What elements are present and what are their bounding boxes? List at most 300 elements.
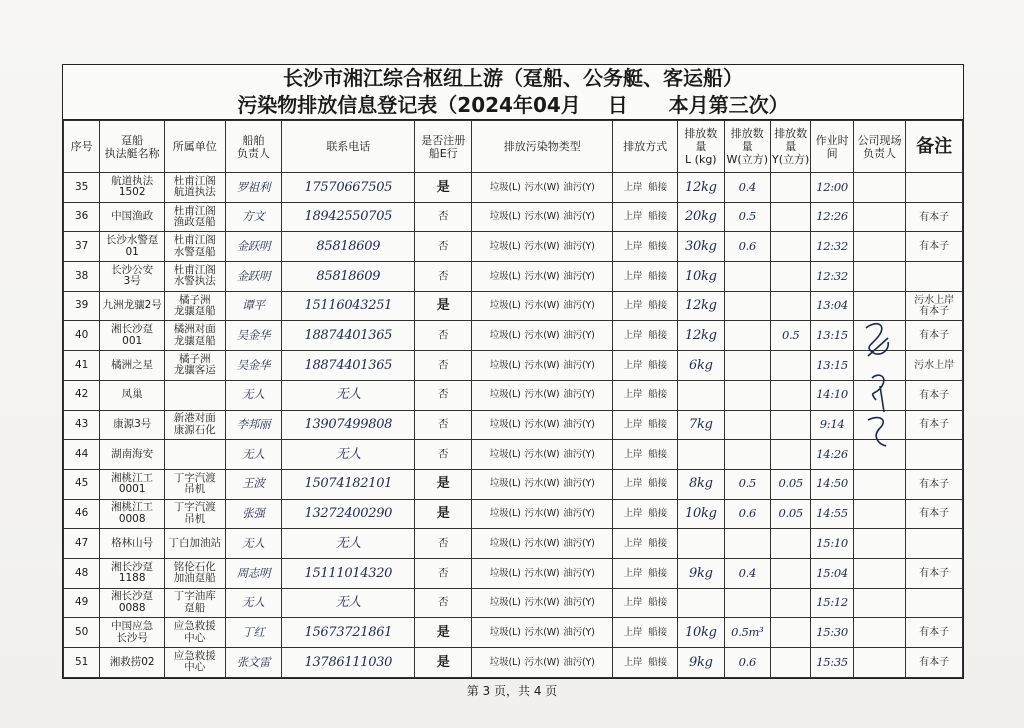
- cell-ship-name: 湘长沙趸 0088: [100, 588, 165, 618]
- cell-qty-l: 10kg: [678, 262, 724, 292]
- cell-remark: [906, 440, 963, 470]
- header-owner: 船舶 负责人: [225, 121, 282, 173]
- cell-method: [613, 499, 678, 529]
- table-row: [64, 380, 963, 410]
- cell-remark: [906, 588, 963, 618]
- cell-onsite: [853, 499, 906, 529]
- cell-owner: 谭平: [225, 291, 282, 321]
- cell-method: [613, 440, 678, 470]
- cell-types: [472, 173, 613, 203]
- cell-seq: 38: [64, 262, 100, 292]
- header-types: 排放污染物类型: [472, 121, 613, 173]
- option-garbage: 垃圾(L): [489, 597, 521, 609]
- cell-unit: 杜甫江阁 水警执法: [165, 262, 226, 292]
- cell-ship-name: 湖南海安: [100, 440, 165, 470]
- option-garbage: 垃圾(L): [489, 478, 521, 490]
- cell-qty-w: [724, 380, 770, 410]
- option-sewage: 污水(W): [524, 330, 560, 342]
- cell-method: [613, 202, 678, 232]
- cell-qty-l: [678, 380, 724, 410]
- cell-phone: 15074182101: [282, 469, 415, 499]
- cell-qty-w: [724, 291, 770, 321]
- cell-registered: 否: [415, 380, 472, 410]
- registration-table: [63, 120, 963, 678]
- cell-phone: 13272400290: [282, 499, 415, 529]
- option-sewage: 污水(W): [524, 211, 560, 223]
- table-row: [64, 499, 963, 529]
- cell-owner: 张文雷: [225, 648, 282, 678]
- cell-method: [613, 410, 678, 440]
- option-shore: 上岸: [623, 181, 643, 193]
- option-sewage: 污水(W): [524, 448, 560, 460]
- cell-qty-y: [771, 588, 811, 618]
- cell-owner: 金跃明: [225, 262, 282, 292]
- cell-time: 15:35: [811, 648, 853, 678]
- cell-qty-y: [771, 262, 811, 292]
- cell-phone: 无人: [282, 529, 415, 559]
- cell-qty-l: 12kg: [678, 321, 724, 351]
- cell-qty-l: 9kg: [678, 558, 724, 588]
- cell-qty-y: [771, 440, 811, 470]
- option-ship: 船接: [648, 508, 667, 520]
- option-ship: 船接: [648, 567, 667, 579]
- option-ship: 船接: [648, 181, 667, 193]
- cell-qty-l: 30kg: [678, 232, 724, 262]
- option-oil: 油污(Y): [563, 448, 595, 460]
- cell-ship-name: 康源3号: [100, 410, 165, 440]
- option-shore: 上岸: [623, 597, 643, 609]
- cell-seq: 39: [64, 291, 100, 321]
- cell-qty-l: [678, 529, 724, 559]
- option-shore: 上岸: [623, 270, 643, 282]
- option-sewage: 污水(W): [524, 626, 560, 638]
- cell-time: 12:00: [811, 173, 853, 203]
- cell-qty-y: [771, 618, 811, 648]
- cell-owner: 李邦丽: [225, 410, 282, 440]
- option-garbage: 垃圾(L): [489, 270, 521, 282]
- option-ship: 船接: [648, 419, 667, 431]
- option-ship: 船接: [648, 626, 667, 638]
- option-oil: 油污(Y): [563, 300, 595, 312]
- cell-time: 14:26: [811, 440, 853, 470]
- option-ship: 船接: [648, 656, 667, 668]
- cell-onsite: [853, 648, 906, 678]
- cell-ship-name: 中国渔政: [100, 202, 165, 232]
- cell-seq: 45: [64, 469, 100, 499]
- option-sewage: 污水(W): [524, 537, 560, 549]
- cell-types: [472, 410, 613, 440]
- cell-method: [613, 351, 678, 381]
- option-oil: 油污(Y): [563, 330, 595, 342]
- option-sewage: 污水(W): [524, 359, 560, 371]
- header-qty-y: 排放数量 Y(立方): [771, 121, 811, 173]
- cell-types: [472, 529, 613, 559]
- cell-method: [613, 588, 678, 618]
- cell-ship-name: 湘长沙趸001: [100, 321, 165, 351]
- cell-qty-y: [771, 202, 811, 232]
- cell-phone: 15116043251: [282, 291, 415, 321]
- cell-onsite: [853, 202, 906, 232]
- cell-qty-y: 0.05: [771, 499, 811, 529]
- cell-seq: 42: [64, 380, 100, 410]
- table-row: [64, 351, 963, 381]
- cell-ship-name: 湘桃江工 0001: [100, 469, 165, 499]
- cell-seq: 46: [64, 499, 100, 529]
- cell-qty-y: [771, 232, 811, 262]
- option-sewage: 污水(W): [524, 597, 560, 609]
- cell-unit: 丁白加油站: [165, 529, 226, 559]
- option-sewage: 污水(W): [524, 389, 560, 401]
- cell-registered: 是: [415, 173, 472, 203]
- cell-method: [613, 173, 678, 203]
- cell-registered: 否: [415, 262, 472, 292]
- cell-types: [472, 202, 613, 232]
- table-row: [64, 202, 963, 232]
- cell-time: 15:12: [811, 588, 853, 618]
- cell-owner: 金跃明: [225, 232, 282, 262]
- cell-types: [472, 291, 613, 321]
- cell-qty-w: [724, 321, 770, 351]
- option-shore: 上岸: [623, 211, 643, 223]
- option-ship: 船接: [648, 300, 667, 312]
- cell-remark: 有本子: [906, 469, 963, 499]
- cell-phone: 18874401365: [282, 321, 415, 351]
- option-ship: 船接: [648, 330, 667, 342]
- option-oil: 油污(Y): [563, 626, 595, 638]
- option-sewage: 污水(W): [524, 478, 560, 490]
- cell-registered: 否: [415, 351, 472, 381]
- table-row: [64, 558, 963, 588]
- cell-onsite: [853, 321, 906, 351]
- cell-qty-w: 0.5: [724, 202, 770, 232]
- cell-qty-w: 0.5: [724, 469, 770, 499]
- header-onsite: 公司现场负责人: [853, 121, 906, 173]
- option-garbage: 垃圾(L): [489, 419, 521, 431]
- cell-time: 9:14: [811, 410, 853, 440]
- cell-phone: 85818609: [282, 262, 415, 292]
- option-shore: 上岸: [623, 240, 643, 252]
- cell-ship-name: 长沙水警趸 01: [100, 232, 165, 262]
- cell-ship-name: 湘长沙趸 1188: [100, 558, 165, 588]
- cell-onsite: [853, 410, 906, 440]
- cell-qty-y: [771, 529, 811, 559]
- cell-method: [613, 232, 678, 262]
- cell-seq: 40: [64, 321, 100, 351]
- cell-registered: 否: [415, 202, 472, 232]
- option-garbage: 垃圾(L): [489, 537, 521, 549]
- option-ship: 船接: [648, 448, 667, 460]
- cell-qty-l: 6kg: [678, 351, 724, 381]
- table-row: [64, 469, 963, 499]
- option-oil: 油污(Y): [563, 181, 595, 193]
- cell-registered: 是: [415, 469, 472, 499]
- cell-method: [613, 380, 678, 410]
- cell-method: [613, 648, 678, 678]
- cell-qty-w: [724, 588, 770, 618]
- header-row: [64, 121, 963, 173]
- table-row: [64, 262, 963, 292]
- cell-types: [472, 558, 613, 588]
- cell-qty-w: [724, 351, 770, 381]
- table-row: [64, 648, 963, 678]
- cell-remark: [906, 262, 963, 292]
- cell-qty-w: 0.5m³: [724, 618, 770, 648]
- cell-time: 12:32: [811, 262, 853, 292]
- option-ship: 船接: [648, 211, 667, 223]
- cell-owner: 王波: [225, 469, 282, 499]
- cell-qty-w: [724, 529, 770, 559]
- cell-method: [613, 469, 678, 499]
- cell-types: [472, 380, 613, 410]
- cell-qty-w: [724, 440, 770, 470]
- option-garbage: 垃圾(L): [489, 181, 521, 193]
- cell-time: 12:32: [811, 232, 853, 262]
- table-row: [64, 440, 963, 470]
- header-qty-l: 排放数量 L (kg): [678, 121, 724, 173]
- cell-unit: 丁字油库 趸船: [165, 588, 226, 618]
- header-method: 排放方式: [613, 121, 678, 173]
- cell-registered: 否: [415, 440, 472, 470]
- option-shore: 上岸: [623, 359, 643, 371]
- cell-unit: 应急救援 中心: [165, 618, 226, 648]
- cell-unit: 橘子洲 龙骧客运: [165, 351, 226, 381]
- option-shore: 上岸: [623, 448, 643, 460]
- cell-registered: 是: [415, 648, 472, 678]
- cell-unit: 新港对面 康源石化: [165, 410, 226, 440]
- option-shore: 上岸: [623, 656, 643, 668]
- cell-types: [472, 262, 613, 292]
- cell-qty-y: [771, 380, 811, 410]
- option-garbage: 垃圾(L): [489, 567, 521, 579]
- cell-method: [613, 321, 678, 351]
- cell-qty-y: [771, 351, 811, 381]
- option-garbage: 垃圾(L): [489, 330, 521, 342]
- cell-onsite: [853, 618, 906, 648]
- cell-unit: 应急救援 中心: [165, 648, 226, 678]
- cell-owner: 吴金华: [225, 351, 282, 381]
- table-row: [64, 232, 963, 262]
- option-oil: 油污(Y): [563, 597, 595, 609]
- cell-phone: 18942550705: [282, 202, 415, 232]
- cell-qty-l: [678, 440, 724, 470]
- cell-types: [472, 440, 613, 470]
- cell-phone: 13786111030: [282, 648, 415, 678]
- table-row: [64, 588, 963, 618]
- option-garbage: 垃圾(L): [489, 211, 521, 223]
- cell-owner: 无人: [225, 529, 282, 559]
- table-row: [64, 321, 963, 351]
- option-oil: 油污(Y): [563, 359, 595, 371]
- option-sewage: 污水(W): [524, 419, 560, 431]
- option-oil: 油污(Y): [563, 537, 595, 549]
- cell-time: 14:50: [811, 469, 853, 499]
- cell-seq: 48: [64, 558, 100, 588]
- table-body: [64, 173, 963, 678]
- cell-time: 15:10: [811, 529, 853, 559]
- option-garbage: 垃圾(L): [489, 656, 521, 668]
- cell-unit: 铭伦石化 加油趸船: [165, 558, 226, 588]
- cell-ship-name: 凤巢: [100, 380, 165, 410]
- cell-types: [472, 499, 613, 529]
- option-oil: 油污(Y): [563, 389, 595, 401]
- cell-qty-l: 10kg: [678, 618, 724, 648]
- cell-registered: 是: [415, 618, 472, 648]
- cell-ship-name: 湘桃江工 0008: [100, 499, 165, 529]
- cell-types: [472, 588, 613, 618]
- option-shore: 上岸: [623, 300, 643, 312]
- option-garbage: 垃圾(L): [489, 300, 521, 312]
- option-oil: 油污(Y): [563, 240, 595, 252]
- cell-onsite: [853, 558, 906, 588]
- cell-remark: [906, 529, 963, 559]
- cell-qty-y: [771, 558, 811, 588]
- cell-unit: [165, 440, 226, 470]
- header-unit: 所属单位: [165, 121, 226, 173]
- cell-remark: 污水上岸 有本子: [906, 291, 963, 321]
- cell-registered: 是: [415, 499, 472, 529]
- table-row: [64, 173, 963, 203]
- cell-onsite: [853, 232, 906, 262]
- option-oil: 油污(Y): [563, 508, 595, 520]
- cell-phone: 无人: [282, 588, 415, 618]
- cell-ship-name: 航道执法 1502: [100, 173, 165, 203]
- table-row: [64, 291, 963, 321]
- cell-registered: 否: [415, 410, 472, 440]
- option-ship: 船接: [648, 359, 667, 371]
- cell-owner: 无人: [225, 440, 282, 470]
- cell-remark: 有本子: [906, 499, 963, 529]
- option-sewage: 污水(W): [524, 270, 560, 282]
- form-title: [63, 65, 963, 120]
- cell-owner: 方文: [225, 202, 282, 232]
- cell-remark: 有本子: [906, 321, 963, 351]
- cell-qty-l: 9kg: [678, 648, 724, 678]
- option-sewage: 污水(W): [524, 567, 560, 579]
- page-footer: 第 3 页，共 4 页: [466, 684, 558, 698]
- cell-phone: 15111014320: [282, 558, 415, 588]
- cell-qty-y: 0.05: [771, 469, 811, 499]
- cell-seq: 35: [64, 173, 100, 203]
- cell-types: [472, 469, 613, 499]
- cell-phone: 17570667505: [282, 173, 415, 203]
- option-oil: 油污(Y): [563, 270, 595, 282]
- cell-seq: 50: [64, 618, 100, 648]
- option-oil: 油污(Y): [563, 419, 595, 431]
- cell-remark: 有本子: [906, 410, 963, 440]
- cell-seq: 37: [64, 232, 100, 262]
- cell-seq: 41: [64, 351, 100, 381]
- cell-method: [613, 291, 678, 321]
- cell-phone: 无人: [282, 440, 415, 470]
- option-garbage: 垃圾(L): [489, 508, 521, 520]
- cell-phone: 18874401365: [282, 351, 415, 381]
- cell-method: [613, 262, 678, 292]
- cell-remark: 有本子: [906, 380, 963, 410]
- cell-ship-name: 湘救捞02: [100, 648, 165, 678]
- option-ship: 船接: [648, 537, 667, 549]
- cell-owner: 周志明: [225, 558, 282, 588]
- option-ship: 船接: [648, 597, 667, 609]
- option-oil: 油污(Y): [563, 567, 595, 579]
- option-garbage: 垃圾(L): [489, 448, 521, 460]
- cell-remark: 有本子: [906, 232, 963, 262]
- cell-onsite: [853, 291, 906, 321]
- cell-time: 14:10: [811, 380, 853, 410]
- cell-remark: [906, 173, 963, 203]
- cell-qty-l: 10kg: [678, 499, 724, 529]
- cell-registered: 否: [415, 588, 472, 618]
- cell-types: [472, 321, 613, 351]
- header-phone: 联系电话: [282, 121, 415, 173]
- cell-method: [613, 558, 678, 588]
- cell-qty-w: [724, 410, 770, 440]
- cell-unit: 丁字汽渡 吊机: [165, 499, 226, 529]
- option-ship: 船接: [648, 240, 667, 252]
- cell-unit: 杜甫江阁 水警趸船: [165, 232, 226, 262]
- header-registered: 是否注册船E行: [415, 121, 472, 173]
- cell-unit: 橘洲对面 龙骧趸船: [165, 321, 226, 351]
- cell-ship-name: 长沙公安 3号: [100, 262, 165, 292]
- cell-onsite: [853, 588, 906, 618]
- cell-time: 13:04: [811, 291, 853, 321]
- cell-phone: 15673721861: [282, 618, 415, 648]
- cell-onsite: [853, 469, 906, 499]
- cell-qty-l: 7kg: [678, 410, 724, 440]
- cell-seq: 43: [64, 410, 100, 440]
- cell-registered: 是: [415, 291, 472, 321]
- cell-owner: 张强: [225, 499, 282, 529]
- table-row: [64, 410, 963, 440]
- cell-remark: 污水上岸: [906, 351, 963, 381]
- cell-qty-l: 8kg: [678, 469, 724, 499]
- cell-unit: 丁字汽渡 吊机: [165, 469, 226, 499]
- cell-unit: 杜甫江阁 航道执法: [165, 173, 226, 203]
- cell-qty-w: 0.4: [724, 173, 770, 203]
- cell-unit: 杜甫江阁 渔政趸船: [165, 202, 226, 232]
- header-time: 作业时间: [811, 121, 853, 173]
- option-sewage: 污水(W): [524, 300, 560, 312]
- cell-remark: 有本子: [906, 558, 963, 588]
- option-shore: 上岸: [623, 537, 643, 549]
- cell-time: 12:26: [811, 202, 853, 232]
- cell-types: [472, 618, 613, 648]
- cell-seq: 49: [64, 588, 100, 618]
- cell-qty-w: 0.6: [724, 232, 770, 262]
- cell-qty-y: [771, 410, 811, 440]
- cell-qty-l: 12kg: [678, 291, 724, 321]
- cell-owner: 罗祖利: [225, 173, 282, 203]
- option-ship: 船接: [648, 270, 667, 282]
- cell-time: 15:04: [811, 558, 853, 588]
- cell-onsite: [853, 262, 906, 292]
- cell-ship-name: 橘洲之星: [100, 351, 165, 381]
- cell-time: 14:55: [811, 499, 853, 529]
- cell-onsite: [853, 529, 906, 559]
- option-oil: 油污(Y): [563, 211, 595, 223]
- cell-qty-w: 0.6: [724, 648, 770, 678]
- header-seq: 序号: [64, 121, 100, 173]
- cell-onsite: [853, 173, 906, 203]
- cell-ship-name: 九洲龙骧2号: [100, 291, 165, 321]
- cell-registered: 否: [415, 558, 472, 588]
- cell-qty-l: 20kg: [678, 202, 724, 232]
- cell-method: [613, 618, 678, 648]
- cell-ship-name: 中国应急 长沙号: [100, 618, 165, 648]
- cell-unit: 橘子洲 龙骧趸船: [165, 291, 226, 321]
- option-ship: 船接: [648, 478, 667, 490]
- cell-seq: 44: [64, 440, 100, 470]
- cell-remark: 有本子: [906, 202, 963, 232]
